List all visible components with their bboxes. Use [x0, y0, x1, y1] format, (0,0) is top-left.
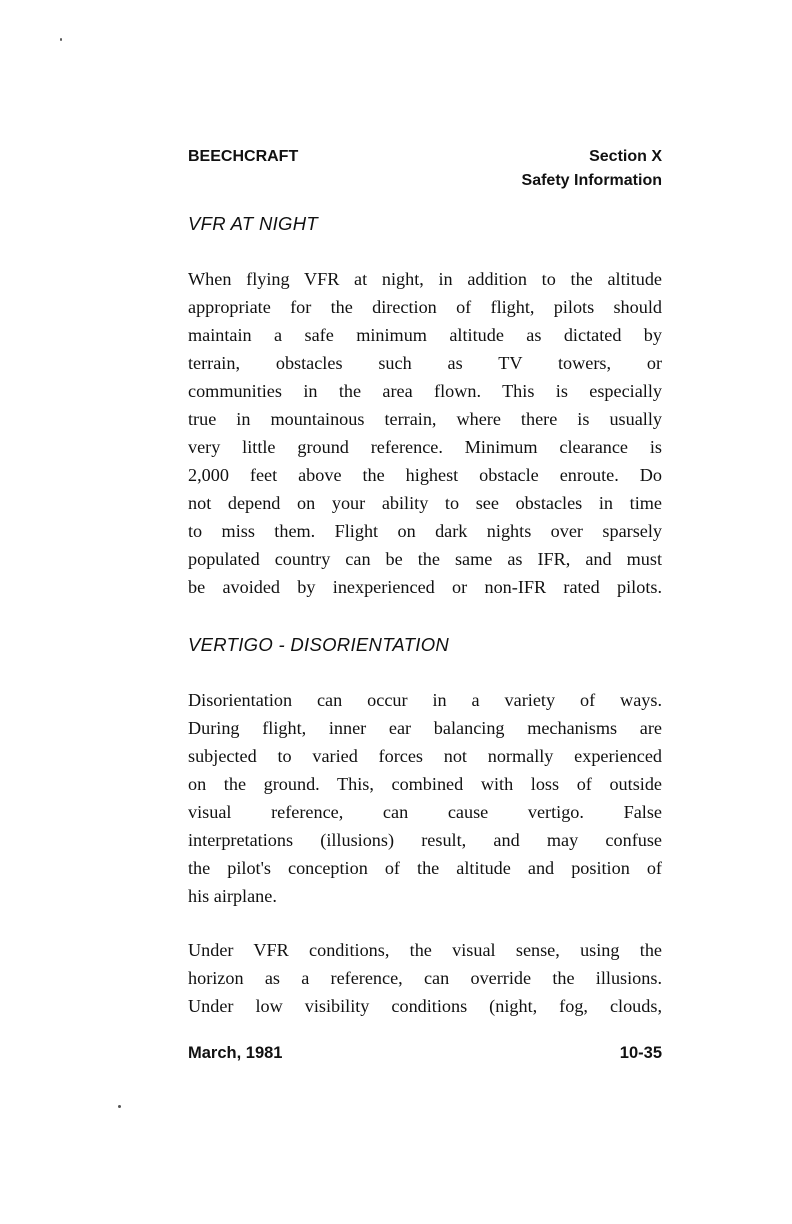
text-line: Disorientation can occur in a variety of ways. — [188, 690, 662, 710]
text-line: to miss them. Flight on dark nights over sparsely — [188, 521, 662, 541]
text-line: not depend on your ability to see obstacles in time — [188, 493, 662, 513]
text-line: horizon as a reference, can override the illusions. — [188, 968, 662, 988]
heading-vertigo-disorientation: VERTIGO - DISORIENTATION — [188, 634, 450, 655]
text-line: maintain a safe minimum altitude as dictated by — [188, 325, 662, 345]
text-line: very little ground reference. Minimum clearance is — [188, 437, 662, 457]
text-line: Under VFR conditions, the visual sense, using the — [188, 940, 662, 960]
text-line: visual reference, can cause vertigo. False — [188, 802, 662, 822]
text-line: true in mountainous terrain, where there is usually — [188, 409, 662, 429]
text-line: be avoided by inexperienced or non-IFR rated pilots. — [188, 577, 662, 597]
scan-speck — [60, 38, 62, 41]
paragraph-vfr-at-night — [188, 265, 662, 601]
text-line: communities in the area flown. This is especially — [188, 381, 662, 401]
text-line: populated country can be the same as IFR, and must — [188, 549, 662, 569]
text-line: When flying VFR at night, in addition to the altitude — [188, 269, 662, 289]
section-title: Safety Information — [521, 172, 662, 189]
section-number: Section X — [589, 148, 662, 165]
scan-speck — [118, 1105, 121, 1108]
text-line: 2,000 feet above the highest obstacle enroute. Do — [188, 465, 662, 485]
text-line: During flight, inner ear balancing mechanisms are — [188, 718, 662, 738]
paragraph-vfr-conditions — [188, 936, 662, 1020]
heading-vfr-at-night: VFR AT NIGHT — [188, 213, 319, 234]
footer-date: March, 1981 — [188, 1044, 283, 1062]
text-line: on the ground. This, combined with loss of outside — [188, 774, 662, 794]
page-number: 10-35 — [619, 1044, 662, 1062]
section-header — [440, 145, 662, 193]
manufacturer-header: BEECHCRAFT — [188, 148, 299, 165]
text-line: interpretations (illusions) result, and may confuse — [188, 830, 662, 850]
text-line: Under low visibility conditions (night, fog, clouds, — [188, 996, 662, 1016]
text-line: appropriate for the direction of flight, pilots should — [188, 297, 662, 317]
text-line: subjected to varied forces not normally experienced — [188, 746, 662, 766]
text-line: his airplane. — [188, 886, 277, 906]
text-line: terrain, obstacles such as TV towers, or — [188, 353, 662, 373]
text-line: the pilot's conception of the altitude and position of — [188, 858, 662, 878]
paragraph-disorientation — [188, 686, 662, 910]
